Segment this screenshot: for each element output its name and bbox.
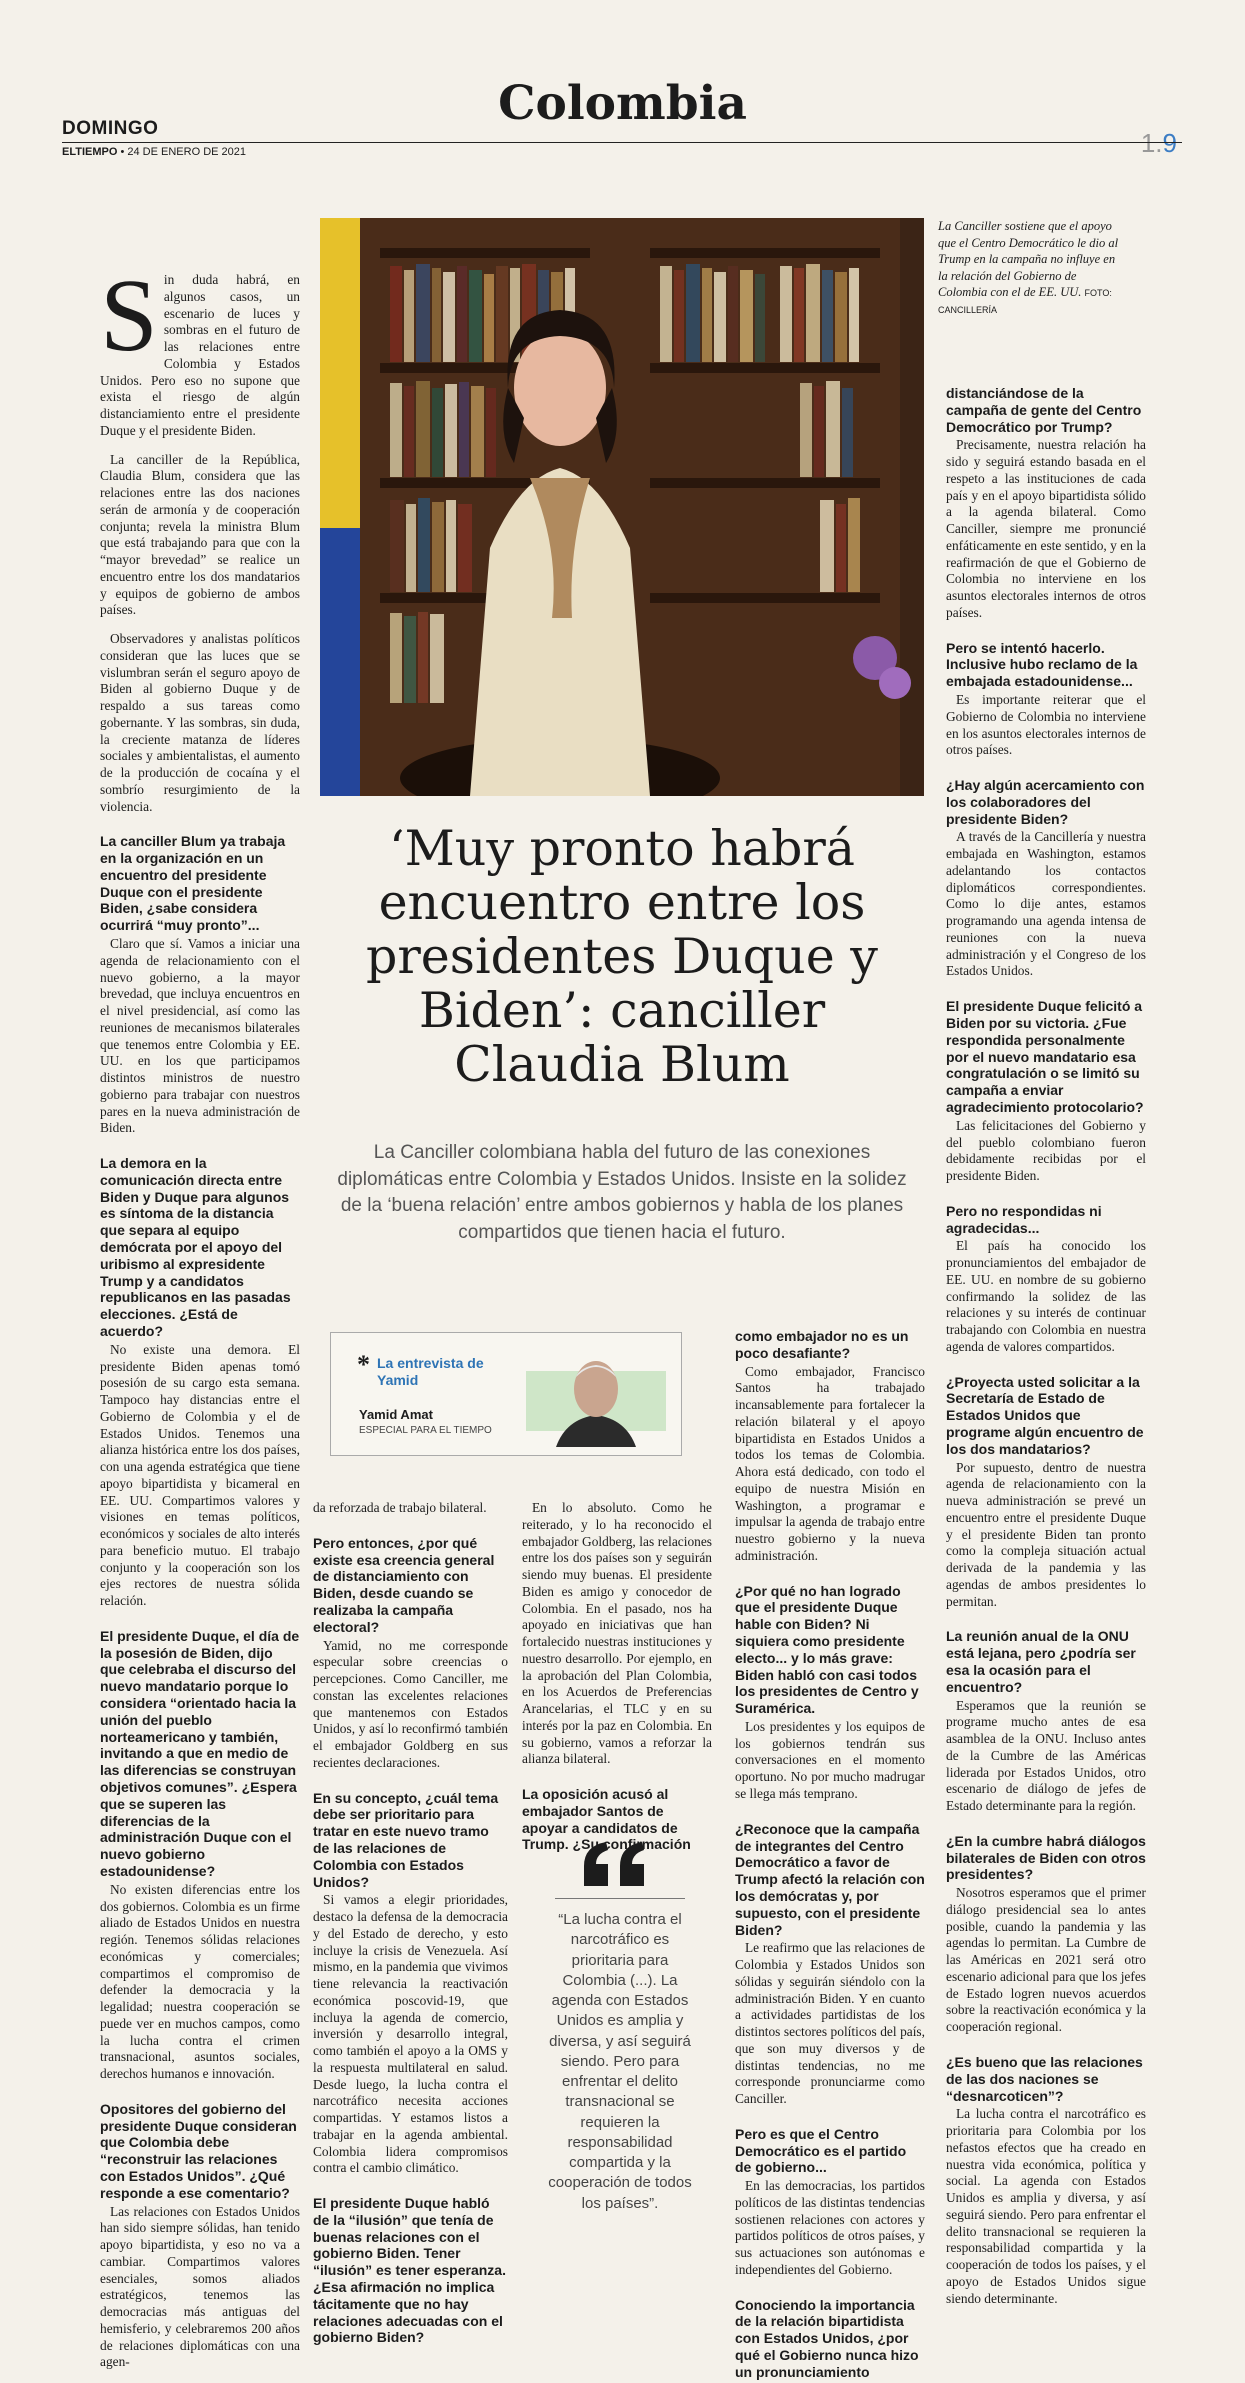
- body-paragraph: No existe una demora. El presidente Biden apenas tomó posesión de su cargo esta semana. Tampoco hay distancias entre el Gobierno de Colombia y el de Estados Unidos. Tenemos una alianza histórica entre los dos países, con una agenda estratégica que tiene apoyo bipartidista y bicameral en EE. UU. Compartimos valores y visiones en temas políticos, económicos y sociales de alto interés para beneficio mutuo. El trabajo conjunto y la cooperación son los ejes rectores de nuestra sólida relación.: [100, 1341, 300, 1609]
- body-paragraph: El país ha conocido los pronunciamientos del embajador de EE. UU. en nombre de su gobierno confirmando la solidez de las relaciones y su interés de continuar trabajando con Colombia en nuestra agenda de valores compartidos.: [946, 1238, 1146, 1354]
- page-prefix: 1.: [1140, 128, 1163, 158]
- author-name: Yamid Amat: [359, 1407, 433, 1422]
- interview-question: ¿En la cumbre habrá diálogos bilaterales de Biden con otros presidentes?: [946, 1832, 1146, 1883]
- interview-question: ¿Es bueno que las relaciones de las dos naciones se “desnarcoticen”?: [946, 2053, 1143, 2104]
- header-rule: [62, 142, 1182, 143]
- interview-question: La oposición acusó al embajador Santos de apoyar a candidatos de Trump. ¿Su confirmación: [522, 1786, 691, 1853]
- body-paragraph: Claro que sí. Vamos a iniciar una agenda de relacionamiento con el nuevo gobierno, a la mayor brevedad, que incluya encuentros en el nivel presidencial, así como las reuniones de mecanismos bilaterales que tenemos entre Colombia y EE. UU. en los que participamos distintos ministros de nuestro gobierno para trabajar con nuestros pares en la nueva administración de Biden.: [100, 936, 300, 1136]
- interview-question: ¿Reconoce que la campaña de integrantes del Centro Democrático a favor de Trump afectó la relación con los demócratas y, por supuesto, con el presidente Biden?: [735, 1820, 925, 1938]
- page-number: [1141, 128, 1177, 159]
- body-paragraph: Las relaciones con Estados Unidos han sido siempre sólidas, han tenido apoyo bipartidista, y eso no va a cambiar. Compartimos valores esenciales, somos aliados estratégicos, tenemos las democracias más antiguas del hemisferio, y celebraremos 200 años de relaciones diplomáticas con una agen-: [100, 2203, 300, 2370]
- column-1: [100, 258, 300, 2383]
- interview-question: ¿Por qué no han logrado que el presidente Duque hable con Biden? Ni siquiera como presidente electo... y lo más grave: Biden habló con casi todos los presidentes de Centro y Suramérica.: [735, 1582, 919, 1717]
- photo-caption: [938, 218, 1120, 317]
- body-paragraph: Yamid, no me corresponde especular sobre creencias o percepciones. Como Canciller, me constan las excelentes relaciones que mantenemos con Estados Unidos, y así lo reconfirmó también el embajador Goldberg en sus recientes declaraciones.: [313, 1637, 508, 1770]
- interview-question: El presidente Duque, el día de la posesión de Biden, dijo que celebraba el discurso del nuevo mandatario porque lo considera “orientado hacia la unión del pueblo norteamericano y también, invitando a que en medio de las diferencias se construyan objetivos comunes”. ¿Espera que se superen las diferencias de la administración Duque con el nuevo gobierno estadounidense?: [100, 1627, 300, 1879]
- body-paragraph: Como embajador, Francisco Santos ha trabajado incansablemente para fortalecer la relación bilateral y el apoyo bipartidista en Estados Unidos a todos los temas de Colombia. Ahora está dedicado, con todo el equipo de nuestra Misión en Washington, a programar e impulsar la agenda de trabajo entre nuestro gobierno y la nueva administración.: [735, 1363, 925, 1563]
- pull-quote: “La lucha contra el narcotráfico es prioritaria para Colombia (...). La agenda con Estados Unidos es amplia y diversa, y así seguirá siendo. Pero para enfrentar el delito transnacional se requieren la responsabilidad compartida y la cooperación de todos los países”.: [548, 1911, 692, 2212]
- headline: ‘Muy pronto habrá encuentro entre los presidentes Duque y Biden’: canciller Claudia Blum: [366, 820, 878, 1093]
- body-paragraph: La lucha contra el narcotráfico es prioritaria para Colombia por los nefastos efectos que ha creado en nuestra vida económica, política y social. La agenda con Estados Unidos es amplia y diversa, y así seguirá siendo. Pero para enfrentar el delito transnacional se requieren la responsabilidad compartida y la cooperación de todos los países, y el apoyo de Estados Unidos sigue siendo determinante.: [946, 2106, 1146, 2306]
- section-day: DOMINGO: [62, 118, 159, 139]
- section-title: Colombia: [498, 76, 747, 131]
- author-box: [330, 1332, 682, 1456]
- interview-question: La canciller Blum ya trabaja en la organización en un encuentro del presidente Duque con el presidente Biden, ¿sabe considera ocurrirá “muy pronto”...: [100, 833, 286, 934]
- date: 24 DE ENERO DE 2021: [127, 146, 247, 158]
- interview-question: El presidente Duque habló de la “ilusión” que tenía de buenas relaciones con el gobierno Biden. Tener “ilusión” es tener esperanza. ¿Esa afirmación no implica tácitamente que no hay relaciones adecuadas con el gobierno Biden?: [313, 2195, 506, 2346]
- interview-question: Pero es que el Centro Democrático es el partido de gobierno...: [735, 2125, 907, 2176]
- body-paragraph: Es importante reiterar que el Gobierno de Colombia no interviene en los asuntos electorales internos de otros países.: [946, 692, 1146, 758]
- page-suffix: 9: [1162, 128, 1177, 158]
- publication-name: ELTIEMPO: [62, 146, 118, 158]
- author-series: La entrevista de Yamid: [377, 1355, 484, 1388]
- deck: La Canciller colombiana habla del futuro de las conexiones diplomáticas entre Colombia y Estados Unidos. Insiste en la solidez de la ‘buena relación’ entre ambos gobiernos y habla de los planes compartidos que tienen hacia el futuro.: [337, 1142, 907, 1243]
- body-paragraph: En las democracias, los partidos políticos de las distintas tendencias sostienen relaciones con actores y partidos políticos de otros países, y sus actuaciones son autónomas e independientes del Gobierno.: [735, 2178, 925, 2277]
- interview-question: El presidente Duque felicitó a Biden por su victoria. ¿Fue respondida personalmente por el nuevo mandatario esa congratulación o se limitó su campaña a enviar agradecimiento protocolario?: [946, 998, 1144, 1115]
- body-paragraph: da reforzada de trabajo bilateral.: [313, 1500, 487, 1515]
- interview-question: como embajador no es un poco desafiante?: [735, 1328, 909, 1361]
- body-paragraph: A través de la Cancillería y nuestra embajada en Washington, estamos adelantando los contactos diplomáticos correspondientes. Como lo dije antes, estamos programando una agenda intensa de reuniones con la nueva administración y el Congreso de los Estados Unidos.: [946, 829, 1146, 979]
- interview-question: Conociendo la importancia de la relación bipartidista con Estados Unidos, ¿por qué el Gobierno nunca hizo un pronunciamiento: [735, 2296, 919, 2380]
- interview-question: Opositores del gobierno del presidente Duque consideran que Colombia debe “reconstruir las relaciones con Estados Unidos”. ¿Qué responde a ese comentario?: [100, 2100, 297, 2201]
- interview-question: Pero entonces, ¿por qué existe esa creencia general de distanciamiento con Biden, desde cuando se realizaba la campaña electoral?: [313, 1534, 495, 1635]
- main-photo: [320, 218, 924, 796]
- asterisk-icon: *: [357, 1350, 370, 1379]
- body-paragraph: Por supuesto, dentro de nuestra agenda de relacionamiento con la nueva administración se prevé un encuentro entre el presidente Duque y el presidente Biden tan pronto como la compleja situación actual derivada de la pandemia y las agendas de ambos presidentes lo permitan.: [946, 1459, 1146, 1609]
- quote-rule: [555, 1898, 685, 1899]
- column-2: [313, 1500, 508, 2348]
- photo-credit: FOTO: CANCILLERÍA: [938, 288, 1112, 315]
- body-paragraph: Nosotros esperamos que el primer diálogo presidencial sea lo antes posible, cuando la pandemia y las agendas lo permitan. La Cumbre de las Américas en 2021 será otro escenario adicional para que los jefes de Estado logren nuevos acuerdos sobre la reactivación económica y la cooperación regional.: [946, 1885, 1146, 2035]
- interview-question: Pero no respondidas ni agradecidas...: [946, 1202, 1102, 1236]
- interview-question: La reunión anual de la ONU está lejana, pero ¿podría ser esa la ocasión para el encuentro?: [946, 1628, 1136, 1695]
- body-paragraph: No existen diferencias entre los dos gobiernos. Colombia es un firme aliado de Estados Unidos en nuestra región. Tenemos sólidas relaciones económicas y comerciales; compartimos el compromiso de defender la democracia y la legalidad; nuestra cooperación se puede ver en muchos campos, como la lucha contra el crimen transnacional, asuntos sociales, derechos humanos e innovación.: [100, 1881, 300, 2081]
- body-paragraph: Las felicitaciones del Gobierno y del pueblo colombiano fueron debidamente recibidas por el presidente Biden.: [946, 1117, 1146, 1183]
- column-5: [946, 385, 1146, 2319]
- body-paragraph: Esperamos que la reunión se programe mucho antes de esa asamblea de la ONU. Incluso antes de la Cumbre de las Américas liderada por Estados Unidos, otro escenario de diálogo de jefes de Estado determinante para la región.: [946, 1697, 1146, 1814]
- body-paragraph: Precisamente, nuestra relación ha sido y seguirá estando basada en el respeto a las instituciones de cada país y en el apoyo bipartidista sólido a la agenda bilateral. Como Canciller, siempre me pronuncié enfáticamente en este sentido, y en la reafirmación de que el Gobierno de Colombia no interviene en los asuntos electorales internos de otros países.: [946, 437, 1146, 620]
- body-paragraph: Los presidentes y los equipos de los gobiernos tendrán sus conversaciones en el momento oportuno. No por mucho madrugar se llega más temprano.: [735, 1718, 925, 1801]
- interview-question: En su concepto, ¿cuál tema debe ser prioritario para tratar en este nuevo tramo de las relaciones de Colombia con Estados Unidos?: [313, 1789, 499, 1890]
- interview-question: Pero se intentó hacerlo. Inclusive hubo reclamo de la embajada estadounidense...: [946, 639, 1138, 690]
- body-paragraph: Si vamos a elegir prioridades, destaco la defensa de la democracia y del Estado de derecho, y esto incluye la crisis de Venezuela. Así mismo, en la pandemia que vivimos tiene relevancia la reactivación económica poscovid-19, que incluya la agenda de comercio, inversión y desarrollo integral, como también el apoyo a la OMS y la respuesta multilateral en salud. Desde luego, la lucha contra el narcotráfico necesita acciones compartidas. Y estamos listos a trabajar en la agenda ambiental. Colombia lidera compromisos contra el cambio climático.: [313, 1892, 508, 2176]
- portrait-illustration: [320, 218, 924, 796]
- drop-cap: S: [100, 258, 158, 373]
- caption-text: La Canciller sostiene que el apoyo que el Centro Democrático le dio al Trump en la campaña no influye en la relación del Gobierno de Colombia con el de EE. UU.: [938, 219, 1119, 299]
- publication-date: ELTIEMPO • 24 DE ENERO DE 2021: [62, 146, 247, 158]
- column-3: [522, 1500, 712, 1855]
- lead-paragraph: Sin duda habrá, en algunos casos, un escenario de luces y sombras en el futuro de las relaciones entre Colombia y Estados Unidos. Pero eso no supone que exista el riesgo de algún distanciamiento entre el presidente Duque y el presidente Biden.: [100, 258, 300, 438]
- body-paragraph: En lo absoluto. Como he reiterado, y lo ha reconocido el embajador Goldberg, las relaciones entre los dos países son y seguirán siendo muy buenas. El presidente Biden es amigo y conocedor de Colombia. En el pasado, nos ha apoyado en iniciativas que han fortalecido nuestras instituciones y nuestro desarrollo. Por ejemplo, en la aprobación del Plan Colombia, en los Acuerdos de Preferencias Arancelarias, el TLC y en su interés por la paz en Colombia. En su gobierno, vamos a reforzar la alianza bilateral.: [522, 1500, 712, 1767]
- interview-question: ¿Proyecta usted solicitar a la Secretaría de Estado de Estados Unidos que programe algún encuentro de los dos mandatarios?: [946, 1373, 1144, 1457]
- interview-question: distanciándose de la campaña de gente del Centro Democrático por Trump?: [946, 385, 1142, 435]
- author-portrait: [526, 1341, 666, 1447]
- author-role: ESPECIAL PARA EL TIEMPO: [359, 1425, 492, 1436]
- interview-question: ¿Hay algún acercamiento con los colaboradores del presidente Biden?: [946, 777, 1145, 827]
- body-paragraph: Le reafirmo que las relaciones de Colombia y Estados Unidos son sólidas y seguirán siéndolo con la administración Biden. Y en cuanto a actividades partidistas de los distintos sectores políticos del país, que son muy diversos y de distintas tendencias, no me corresponde pronunciarme como Canciller.: [735, 1940, 925, 2107]
- column-4: [735, 1328, 925, 2383]
- body-paragraph: Observadores y analistas políticos consideran que las luces que se vislumbran serán el seguro apoyo de Biden al gobierno Duque y de respaldo a sus tareas como gobernante. Y las sombras, sin duda, la creciente matanza de líderes sociales y ambientalistas, el aumento de la producción de cocaína y el sombrío resurgimiento de la violencia.: [100, 631, 300, 814]
- interview-question: La demora en la comunicación directa entre Biden y Duque para algunos es síntoma de la distancia que separa al equipo demócrata por el apoyo del uribismo al expresidente Trump y a candidatos republicanos en las pasadas elecciones. ¿Está de acuerdo?: [100, 1155, 291, 1339]
- body-paragraph: La canciller de la República, Claudia Blum, considera que las relaciones entre las dos naciones serán de armonía y de cooperación conjunta; revela la ministra Blum que está trabajando para que con la “mayor brevedad” se realice un encuentro entre los dos mandatarios y equipos de gobierno de ambos países.: [100, 451, 300, 618]
